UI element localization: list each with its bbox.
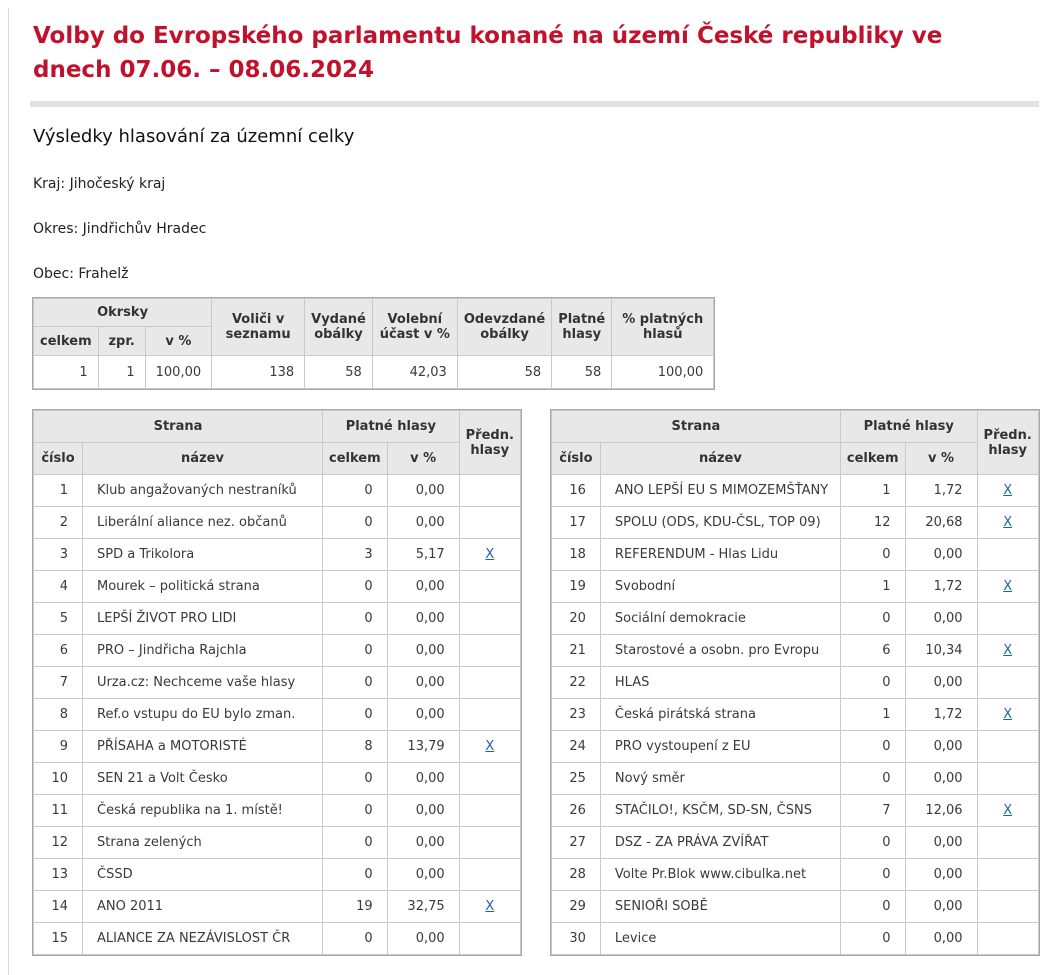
party-number-cell: 16 (551, 475, 600, 507)
party-pref-cell (459, 571, 520, 603)
party-pref-cell (977, 827, 1038, 859)
party-votes-total-cell: 0 (840, 731, 905, 763)
party-votes-pct-cell: 0,00 (905, 923, 977, 955)
party-name-cell: ANO LEPŠÍ EU S MIMOZEMŠŤANY (600, 475, 840, 507)
party-tables-section (33, 410, 1047, 955)
party-votes-pct-cell: 20,68 (905, 507, 977, 539)
party-name-cell: Nový směr (600, 763, 840, 795)
party-header-strana: Strana (34, 411, 323, 443)
party-votes-total-cell: 1 (840, 571, 905, 603)
party-row (34, 763, 521, 795)
pref-votes-link[interactable]: X (1003, 803, 1013, 818)
party-number-cell: 1 (34, 475, 83, 507)
party-pref-cell (459, 763, 520, 795)
summary-header-zpr: zpr. (98, 327, 145, 356)
party-header-platne-hlasy: Platné hlasy (323, 411, 460, 443)
party-votes-total-cell: 0 (323, 699, 388, 731)
summary-table-section (33, 298, 1047, 389)
party-votes-total-cell: 0 (840, 827, 905, 859)
region-okres (0, 193, 1047, 238)
party-number-cell: 18 (551, 539, 600, 571)
summary-header-volebni-ucast: Volební účast v % (372, 299, 457, 356)
party-number-cell: 20 (551, 603, 600, 635)
party-header-predn-hlasy: Předn. hlasy (459, 411, 520, 475)
party-row (34, 539, 521, 571)
party-row (34, 603, 521, 635)
party-votes-pct-cell: 1,72 (905, 699, 977, 731)
summary-platne-hlasy: 58 (552, 356, 612, 389)
party-votes-pct-cell: 0,00 (387, 699, 459, 731)
party-pref-cell (459, 603, 520, 635)
party-votes-pct-cell: 13,79 (387, 731, 459, 763)
party-pref-cell (977, 475, 1038, 507)
party-name-cell: Ref.o vstupu do EU bylo zman. (83, 699, 323, 731)
party-votes-pct-cell: 0,00 (387, 603, 459, 635)
party-number-cell: 14 (34, 891, 83, 923)
party-header-strana: Strana (551, 411, 840, 443)
party-header-celkem: celkem (840, 443, 905, 475)
party-header-nazev: název (83, 443, 323, 475)
party-header-cislo: číslo (34, 443, 83, 475)
party-votes-pct-cell: 0,00 (387, 859, 459, 891)
party-name-cell: Mourek – politická strana (83, 571, 323, 603)
party-pref-cell (459, 731, 520, 763)
party-name-cell: Česká republika na 1. místě! (83, 795, 323, 827)
party-votes-total-cell: 0 (323, 763, 388, 795)
party-number-cell: 4 (34, 571, 83, 603)
okres-label: Okres: (33, 221, 79, 237)
party-header-celkem: celkem (323, 443, 388, 475)
party-votes-total-cell: 12 (840, 507, 905, 539)
party-number-cell: 28 (551, 859, 600, 891)
party-pref-cell (459, 507, 520, 539)
party-name-cell: Klub angažovaných nestraníků (83, 475, 323, 507)
party-votes-pct-cell: 0,00 (387, 667, 459, 699)
party-name-cell: PRO – Jindřicha Rajchla (83, 635, 323, 667)
party-votes-total-cell: 0 (840, 763, 905, 795)
party-number-cell: 15 (34, 923, 83, 955)
party-votes-pct-cell: 0,00 (387, 795, 459, 827)
party-row (551, 539, 1038, 571)
party-number-cell: 11 (34, 795, 83, 827)
summary-volebni-ucast: 42,03 (372, 356, 457, 389)
summary-header-okrsky: Okrsky (34, 299, 212, 327)
party-number-cell: 5 (34, 603, 83, 635)
party-row (551, 859, 1038, 891)
party-row (551, 795, 1038, 827)
summary-odevzdane-obalky: 58 (457, 356, 551, 389)
party-votes-pct-cell: 0,00 (905, 539, 977, 571)
party-pref-cell (977, 603, 1038, 635)
party-row (551, 699, 1038, 731)
party-number-cell: 13 (34, 859, 83, 891)
obec-value: Frahelž (78, 266, 129, 282)
party-table-left (33, 410, 521, 955)
party-pref-cell (977, 699, 1038, 731)
party-row (551, 571, 1038, 603)
party-name-cell: LEPŠÍ ŽIVOT PRO LIDI (83, 603, 323, 635)
party-pref-cell (459, 635, 520, 667)
pref-votes-link[interactable]: X (1003, 515, 1013, 530)
party-name-cell: Levice (600, 923, 840, 955)
party-name-cell: SEN 21 a Volt Česko (83, 763, 323, 795)
pref-votes-link[interactable]: X (1003, 707, 1013, 722)
party-votes-total-cell: 0 (840, 891, 905, 923)
party-votes-total-cell: 0 (323, 507, 388, 539)
pref-votes-link[interactable]: X (1003, 643, 1013, 658)
party-name-cell: Urza.cz: Nechceme vaše hlasy (83, 667, 323, 699)
party-votes-total-cell: 7 (840, 795, 905, 827)
party-pref-cell (977, 539, 1038, 571)
party-header-nazev: název (600, 443, 840, 475)
party-pref-cell (977, 667, 1038, 699)
party-votes-pct-cell: 0,00 (387, 635, 459, 667)
party-name-cell: Strana zelených (83, 827, 323, 859)
party-row (34, 795, 521, 827)
party-row (34, 891, 521, 923)
party-header-platne-hlasy: Platné hlasy (840, 411, 977, 443)
summary-header-v-pct: v % (145, 327, 212, 356)
party-votes-pct-cell: 1,72 (905, 475, 977, 507)
party-number-cell: 17 (551, 507, 600, 539)
party-header-predn-hlasy: Předn. hlasy (977, 411, 1038, 475)
pref-votes-link[interactable]: X (1003, 483, 1013, 498)
party-pref-cell (977, 795, 1038, 827)
party-number-cell: 24 (551, 731, 600, 763)
party-row (34, 827, 521, 859)
party-votes-total-cell: 0 (323, 859, 388, 891)
party-votes-pct-cell: 0,00 (905, 763, 977, 795)
party-name-cell: HLAS (600, 667, 840, 699)
party-votes-total-cell: 0 (323, 571, 388, 603)
party-number-cell: 25 (551, 763, 600, 795)
party-votes-total-cell: 6 (840, 635, 905, 667)
summary-header-vydane-obalky: Vydané obálky (305, 299, 373, 356)
party-pref-cell (977, 923, 1038, 955)
party-votes-total-cell: 1 (840, 699, 905, 731)
summary-data-row (34, 356, 714, 389)
party-row (551, 923, 1038, 955)
party-pref-cell (459, 891, 520, 923)
party-row (551, 667, 1038, 699)
party-row (551, 603, 1038, 635)
party-number-cell: 12 (34, 827, 83, 859)
party-name-cell: STAČILO!, KSČM, SD-SN, ČSNS (600, 795, 840, 827)
party-votes-total-cell: 0 (323, 635, 388, 667)
party-votes-total-cell: 0 (840, 923, 905, 955)
kraj-label: Kraj: (33, 176, 66, 192)
party-row (34, 699, 521, 731)
party-name-cell: Česká pirátská strana (600, 699, 840, 731)
party-votes-total-cell: 0 (840, 667, 905, 699)
summary-header-pct-platnych: % platných hlasů (612, 299, 714, 356)
party-number-cell: 23 (551, 699, 600, 731)
party-row (551, 635, 1038, 667)
party-votes-pct-cell: 0,00 (387, 763, 459, 795)
party-number-cell: 9 (34, 731, 83, 763)
party-votes-pct-cell: 0,00 (905, 859, 977, 891)
party-number-cell: 7 (34, 667, 83, 699)
party-votes-pct-cell: 0,00 (387, 571, 459, 603)
summary-table (33, 298, 714, 389)
party-votes-total-cell: 0 (323, 795, 388, 827)
party-votes-total-cell: 0 (323, 923, 388, 955)
party-table-right (551, 410, 1039, 955)
party-votes-pct-cell: 32,75 (387, 891, 459, 923)
party-number-cell: 19 (551, 571, 600, 603)
party-name-cell: DSZ - ZA PRÁVA ZVÍŘAT (600, 827, 840, 859)
pref-votes-link[interactable]: X (485, 739, 495, 754)
party-name-cell: SPD a Trikolora (83, 539, 323, 571)
party-name-cell: ANO 2011 (83, 891, 323, 923)
party-pref-cell (977, 891, 1038, 923)
summary-header-platne-hlasy: Platné hlasy (552, 299, 612, 356)
pref-votes-link[interactable]: X (485, 547, 495, 562)
obec-label: Obec: (33, 266, 74, 282)
party-row (34, 667, 521, 699)
party-pref-cell (977, 571, 1038, 603)
party-pref-cell (459, 923, 520, 955)
party-name-cell: REFERENDUM - Hlas Lidu (600, 539, 840, 571)
party-number-cell: 21 (551, 635, 600, 667)
party-votes-pct-cell: 10,34 (905, 635, 977, 667)
summary-volici: 138 (212, 356, 305, 389)
party-pref-cell (459, 667, 520, 699)
party-votes-pct-cell: 12,06 (905, 795, 977, 827)
party-votes-pct-cell: 0,00 (387, 507, 459, 539)
summary-okrsky-v-pct: 100,00 (145, 356, 212, 389)
party-number-cell: 3 (34, 539, 83, 571)
summary-okrsky-celkem: 1 (34, 356, 99, 389)
party-votes-pct-cell: 0,00 (905, 731, 977, 763)
okres-value: Jindřichův Hradec (82, 221, 207, 237)
party-row (551, 475, 1038, 507)
region-obec (0, 238, 1047, 283)
party-number-cell: 27 (551, 827, 600, 859)
party-votes-pct-cell: 0,00 (387, 827, 459, 859)
party-name-cell: PŘÍSAHA a MOTORISTÉ (83, 731, 323, 763)
party-number-cell: 6 (34, 635, 83, 667)
region-kraj (0, 148, 1047, 193)
party-votes-pct-cell: 5,17 (387, 539, 459, 571)
kraj-value: Jihočeský kraj (69, 176, 166, 192)
party-row (551, 827, 1038, 859)
party-votes-total-cell: 3 (323, 539, 388, 571)
party-header-v-pct: v % (905, 443, 977, 475)
party-votes-total-cell: 0 (323, 667, 388, 699)
party-number-cell: 2 (34, 507, 83, 539)
party-votes-pct-cell: 0,00 (905, 603, 977, 635)
summary-header-volici: Voliči v seznamu (212, 299, 305, 356)
party-name-cell: PRO vystoupení z EU (600, 731, 840, 763)
party-name-cell: Svobodní (600, 571, 840, 603)
party-row (551, 891, 1038, 923)
party-votes-pct-cell: 0,00 (387, 923, 459, 955)
party-number-cell: 30 (551, 923, 600, 955)
section-title: Výsledky hlasování za územní celky (33, 126, 355, 147)
party-votes-total-cell: 1 (840, 475, 905, 507)
party-name-cell: Liberální aliance nez. občanů (83, 507, 323, 539)
party-row (34, 731, 521, 763)
party-pref-cell (459, 475, 520, 507)
party-name-cell: ALIANCE ZA NEZÁVISLOST ČR (83, 923, 323, 955)
party-pref-cell (977, 507, 1038, 539)
party-header-cislo: číslo (551, 443, 600, 475)
party-pref-cell (459, 539, 520, 571)
party-row (551, 731, 1038, 763)
party-row (551, 507, 1038, 539)
party-number-cell: 26 (551, 795, 600, 827)
party-pref-cell (977, 635, 1038, 667)
party-votes-total-cell: 0 (840, 603, 905, 635)
summary-header-celkem: celkem (34, 327, 99, 356)
party-pref-cell (459, 699, 520, 731)
party-name-cell: SPOLU (ODS, KDU-ČSL, TOP 09) (600, 507, 840, 539)
pref-votes-link[interactable]: X (1003, 579, 1013, 594)
party-votes-pct-cell: 0,00 (905, 891, 977, 923)
party-pref-cell (977, 763, 1038, 795)
party-votes-pct-cell: 0,00 (905, 827, 977, 859)
party-votes-total-cell: 0 (323, 827, 388, 859)
party-name-cell: Volte Pr.Blok www.cibulka.net (600, 859, 840, 891)
party-votes-total-cell: 8 (323, 731, 388, 763)
party-name-cell: Starostové a osobn. pro Evropu (600, 635, 840, 667)
party-name-cell: ČSSD (83, 859, 323, 891)
summary-header-odevzdane-obalky: Odevzdané obálky (457, 299, 551, 356)
party-number-cell: 10 (34, 763, 83, 795)
party-number-cell: 29 (551, 891, 600, 923)
party-pref-cell (459, 795, 520, 827)
party-row (34, 571, 521, 603)
summary-pct-platnych: 100,00 (612, 356, 714, 389)
page-title: Volby do Evropského parlamentu konané na území České republiky ve dnech 07.06. – 08.06.2024 (33, 23, 943, 83)
party-pref-cell (977, 859, 1038, 891)
party-row (34, 475, 521, 507)
party-votes-pct-cell: 0,00 (387, 475, 459, 507)
party-header-v-pct: v % (387, 443, 459, 475)
party-pref-cell (459, 859, 520, 891)
pref-votes-link[interactable]: X (485, 899, 495, 914)
party-pref-cell (977, 731, 1038, 763)
party-row (551, 763, 1038, 795)
party-row (34, 507, 521, 539)
party-row (34, 859, 521, 891)
party-pref-cell (459, 827, 520, 859)
party-number-cell: 8 (34, 699, 83, 731)
party-votes-total-cell: 0 (323, 475, 388, 507)
party-name-cell: Sociální demokracie (600, 603, 840, 635)
party-votes-total-cell: 0 (323, 603, 388, 635)
party-row (34, 635, 521, 667)
summary-okrsky-zpr: 1 (98, 356, 145, 389)
party-votes-pct-cell: 1,72 (905, 571, 977, 603)
party-name-cell: SENIOŘI SOBĚ (600, 891, 840, 923)
party-number-cell: 22 (551, 667, 600, 699)
party-votes-total-cell: 0 (840, 539, 905, 571)
party-votes-total-cell: 19 (323, 891, 388, 923)
party-votes-total-cell: 0 (840, 859, 905, 891)
summary-vydane-obalky: 58 (305, 356, 373, 389)
party-row (34, 923, 521, 955)
party-votes-pct-cell: 0,00 (905, 667, 977, 699)
